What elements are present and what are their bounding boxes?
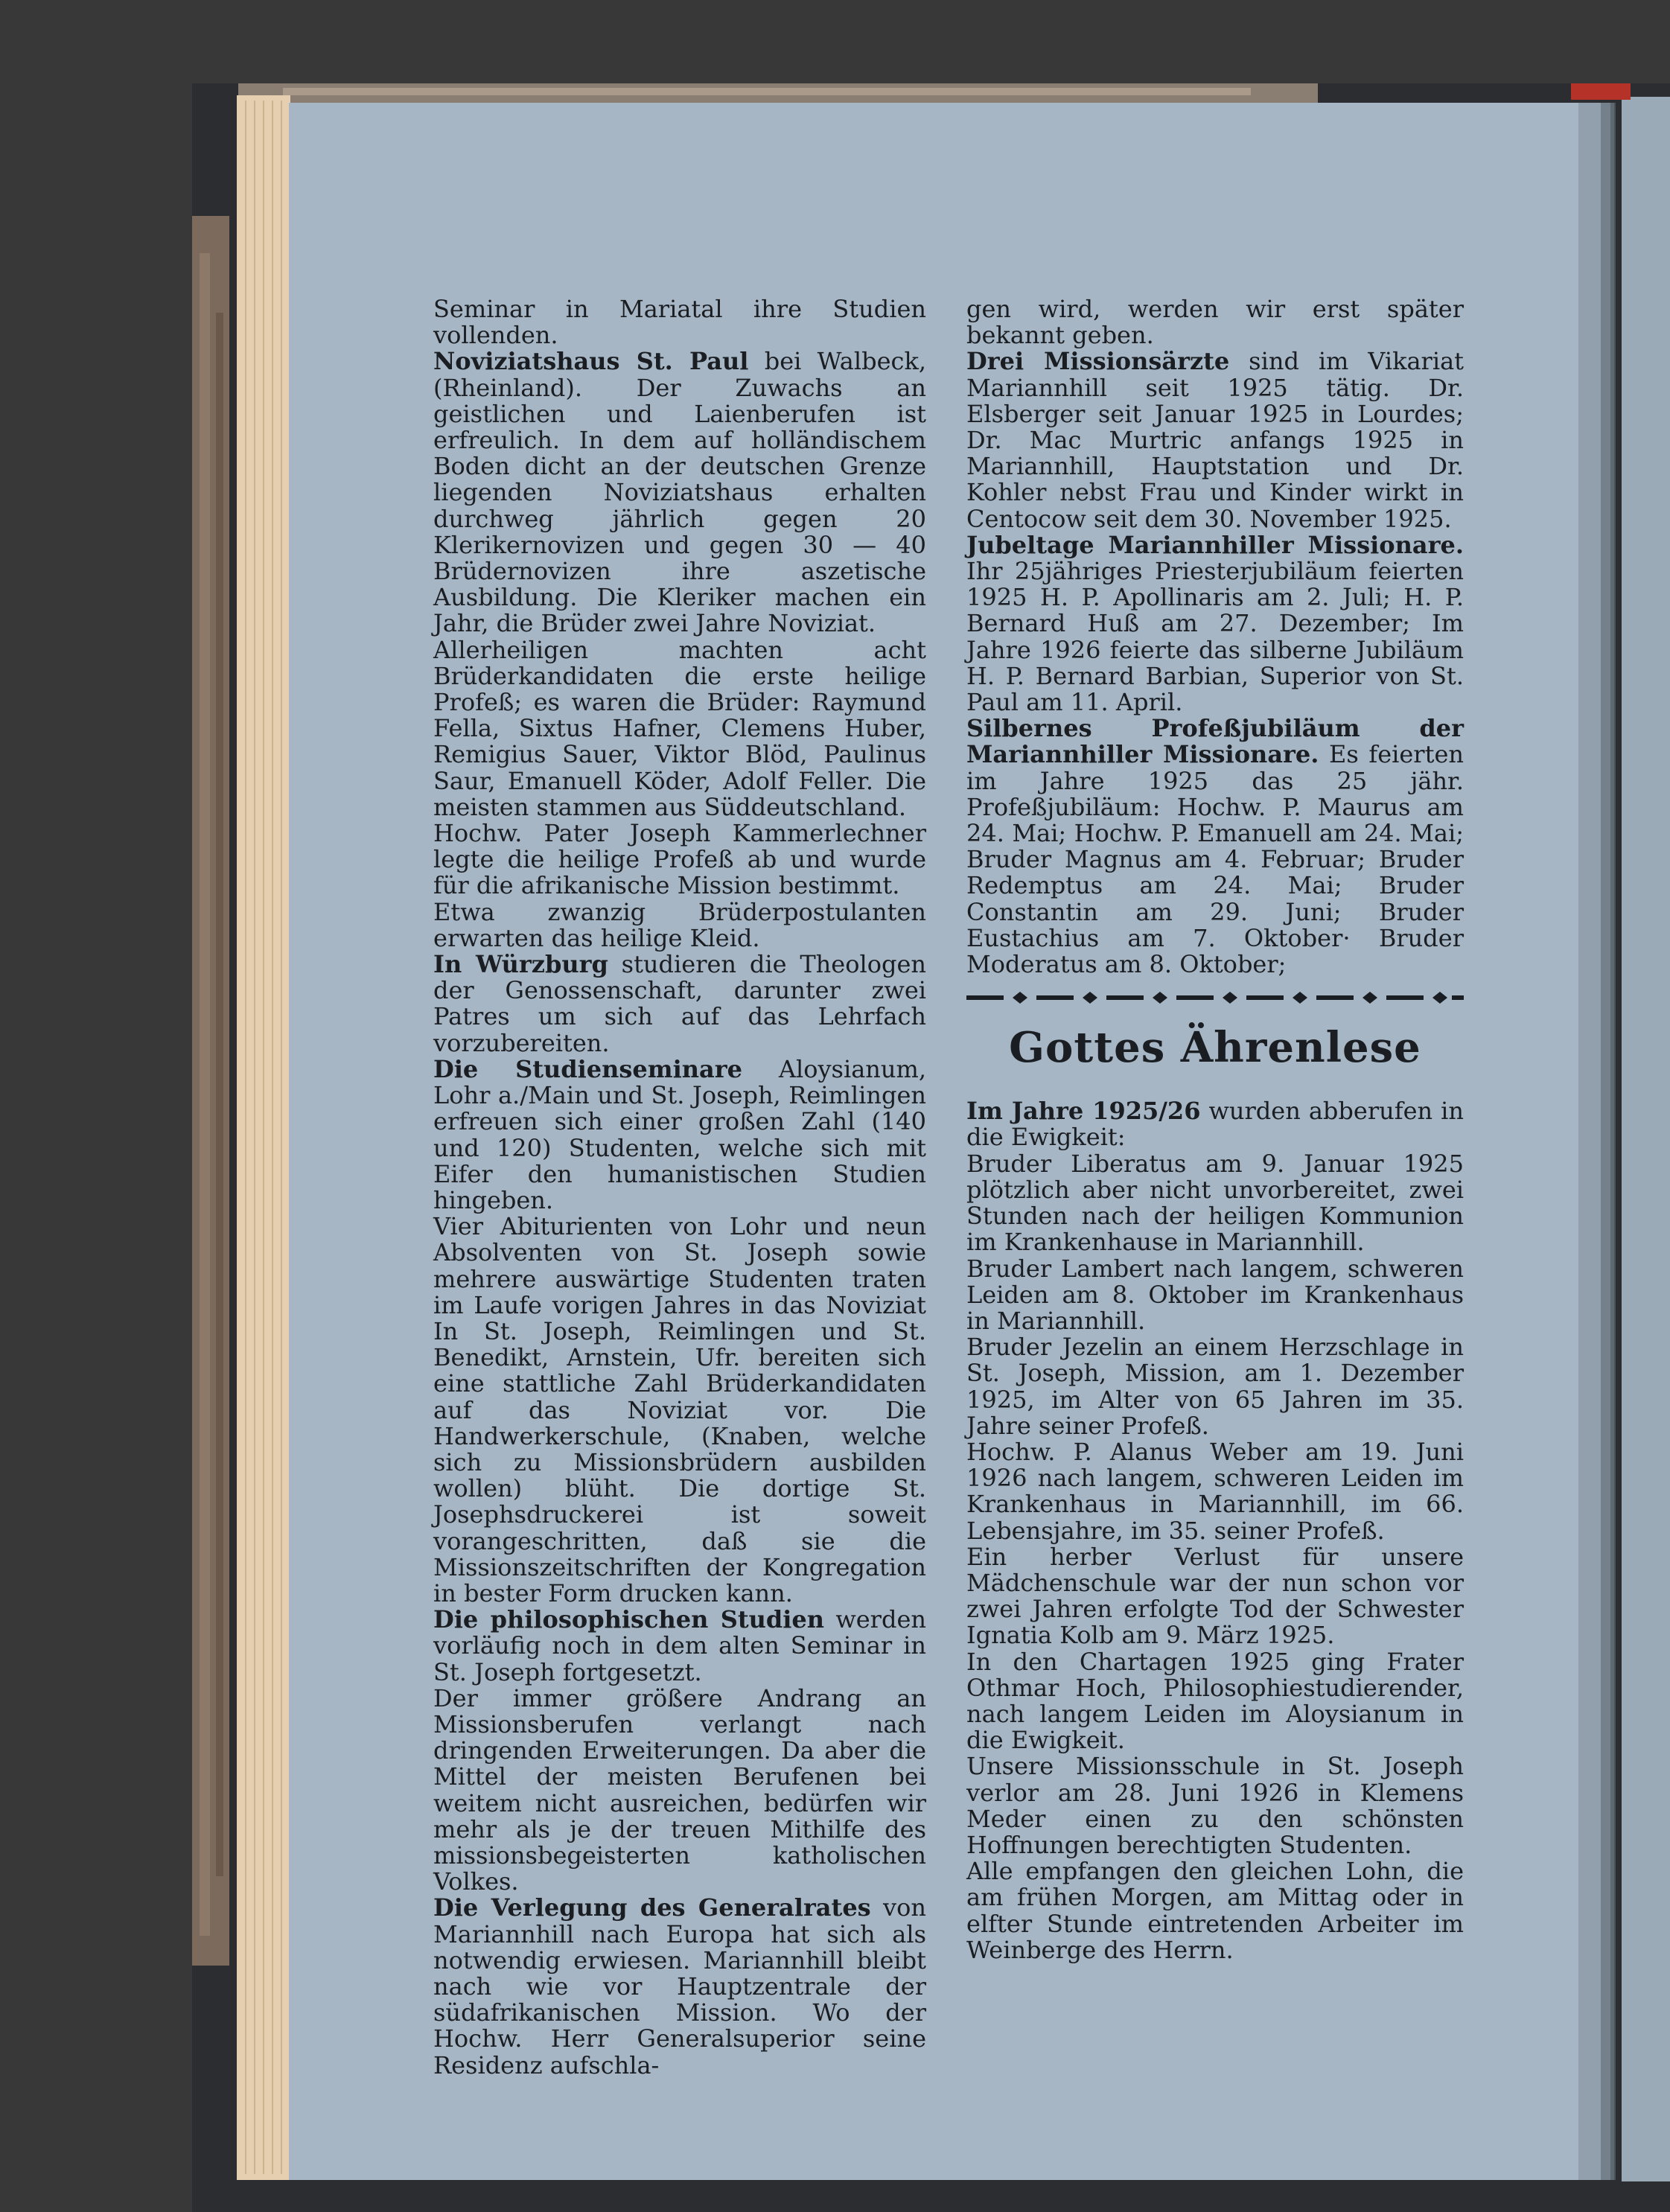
paragraph: Alle empfangen den gleichen Lohn, die am frühen Morgen, am Mittag oder in elfter Stunde eintretenden Arbeiter im Weinberge des Herrn. bbox=[966, 1857, 1464, 1964]
left-column bbox=[433, 296, 926, 2079]
paragraph: Die philosophischen Studien werden vorläufig noch in dem alten Seminar in St. Joseph fortgesetzt. bbox=[433, 1605, 926, 1686]
paragraph: Im Jahre 1925/26 wurden abberufen in die Ewigkeit: bbox=[966, 1097, 1465, 1152]
paragraph: Der immer größere Andrang an Missionsberufen verlangt nach dringenden Erweiterungen. Da aber die Mittel der meisten Berufenen bei weitem nicht ausreichen, bedürfen wir mehr als je der treuen Mithilfe des missionsbegeisterten katholischen Volkes. bbox=[433, 1683, 926, 1896]
paragraph: Drei Missionsärzte sind im Vikariat Mariannhill seit 1925 tätig. Dr. Elsberger seit Januar 1925 in Lourdes; Dr. Mac Murtric anfangs 1925 in Mariannhill, Hauptstation und Dr. Kohler nebst Frau und Kinder wirkt in Centocow seit dem 30. November 1925. bbox=[966, 347, 1464, 533]
paragraph: Hochw. P. Alanus Weber am 19. Juni 1926 nach langem, schweren Leiden im Krankenhaus in Mariannhill, im 66. Lebensjahre, im 35. seiner Profeß. bbox=[966, 1437, 1464, 1545]
paragraph: Hochw. Pater Joseph Kammerlechner legte die heilige Profeß ab und wurde für die afrikanische Mission bestimmt. bbox=[433, 819, 926, 900]
paragraph: gen wird, werden wir erst später bekannt geben. bbox=[966, 295, 1464, 350]
paragraph: Bruder Lambert nach langem, schweren Leiden am 8. Oktober im Krankenhaus in Mariannhill. bbox=[966, 1254, 1464, 1335]
paragraph: Vier Abiturienten von Lohr und neun Absolventen von St. Joseph sowie mehrere auswärtige Studenten traten im Laufe vorigen Jahres in das Noviziat In St. Joseph, Reimlingen und St. Benedikt, Arnstein, Ufr. bereiten sich eine stattliche Zahl Brüderkandidaten auf das Noviziat vor. Die Handwerkerschule, (Knaben, welche sich zu Missionsbrüdern ausbilden wollen) blüht. Die dortige St. Josephsdruckerei ist soweit vorangeschritten, daß sie die Missionszeitschriften der Kongregation in bester Form drucken kann. bbox=[433, 1212, 926, 1607]
paragraph: Seminar in Mariatal ihre Studien vollenden. bbox=[433, 295, 926, 350]
paragraph: Silbernes Profeßjubiläum der Mariannhiller Missionare. Es feierten im Jahre 1925 das 25 jähr. Profeßjubiläum: Hochw. P. Maurus am 24. Mai; Hochw. P. Emanuell am 24. Mai; Bruder Magnus am 4. Februar; Bruder Redemptus am 24. Mai; Bruder Constantin am 29. Juni; Bruder Eustachius am 7. Oktober· Bruder Moderatus am 8. Oktober; bbox=[966, 714, 1464, 979]
paragraph: In den Chartagen 1925 ging Frater Othmar Hoch, Philosophiestudierender, nach langem Leiden im Aloysianum in die Ewigkeit. bbox=[966, 1647, 1464, 1755]
paragraph: Unsere Missionsschule in St. Joseph verlor am 28. Juni 1926 in Klemens Meder einen zu den schönsten Hoffnungen berechtigten Studenten. bbox=[966, 1752, 1464, 1859]
section-title: Gottes Ährenlese bbox=[1009, 1023, 1421, 1073]
paragraph: Allerheiligen machten acht Brüderkandidaten die erste heilige Profeß; es waren die Brüder: Raymund Fella, Sixtus Hafner, Clemens Huber, Remigius Sauer, Viktor Blöd, Paulinus Saur, Emanuell Köder, Adolf Feller. Die meisten stammen aus Süddeutschland. bbox=[433, 635, 926, 821]
ornamental-divider bbox=[966, 989, 1464, 1006]
paragraph: Die Verlegung des Generalrates von Mariannhill nach Europa hat sich als notwendig erwiesen. Mariannhill bleibt nach wie vor Hauptzentrale der südafrikanischen Mission. Wo der Hochw. Herr Generalsuperior seine Residenz aufschla- bbox=[433, 1893, 927, 2079]
paragraph: Bruder Jezelin an einem Herzschlage in St. Joseph, Mission, am 1. Dezember 1925, im Alter von 65 Jahren im 35. Jahre seiner Profeß. bbox=[966, 1333, 1464, 1440]
paragraph: In Würzburg studieren die Theologen der Genossenschaft, darunter zwei Patres um sich auf das Lehrfach vorzubereiten. bbox=[433, 950, 926, 1057]
paragraph: Noviziatshaus St. Paul bei Walbeck, (Rheinland). Der Zuwachs an geistlichen und Laienberufen ist erfreulich. In dem auf holländischem Boden dicht an der deutschen Grenze liegenden Noviziatshaus erhalten durchweg jährlich gegen 20 Klerikernovizen und gegen 30 — 40 Brüdernovizen ihre aszetische Ausbildung. Die Kleriker machen ein Jahr, die Brüder zwei Jahre Noviziat. bbox=[433, 347, 927, 638]
paragraph: Ein herber Verlust für unsere Mädchenschule war der nun schon vor zwei Jahren erfolgte Tod der Schwester Ignatia Kolb am 9. März 1925. bbox=[966, 1542, 1464, 1650]
paragraph: Die Studienseminare Aloysianum, Lohr a./Main und St. Joseph, Reimlingen erfreuen sich einer großen Zahl (140 und 120) Studenten, welche sich mit Eifer den humanistischen Studien hingeben. bbox=[433, 1054, 926, 1214]
paragraph: Bruder Liberatus am 9. Januar 1925 plötzlich aber nicht unvorbereitet, zwei Stunden nach der heiligen Kommunion im Krankenhause in Mariannhill. bbox=[966, 1149, 1464, 1257]
paragraph: Jubeltage Mariannhiller Missionare. Ihr 25jähriges Priesterjubiläum feierten 1925 H. P. Apollinaris am 2. Juli; H. P. Bernard Huß am 27. Dezember; Im Jahre 1926 feierte das silberne Jubiläum H. P. Bernard Barbian, Superior von St. Paul am 11. April. bbox=[966, 530, 1464, 717]
right-column bbox=[966, 296, 1464, 1963]
paragraph: Etwa zwanzig Brüderpostulanten erwarten das heilige Kleid. bbox=[433, 897, 926, 952]
